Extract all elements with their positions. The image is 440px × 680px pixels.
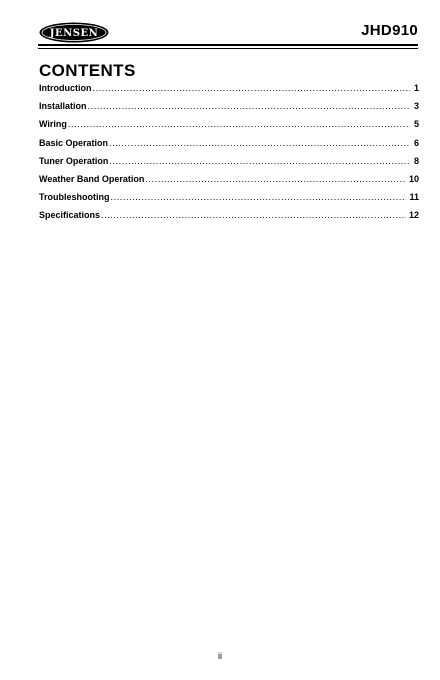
toc-entry-title: Wiring — [39, 119, 67, 130]
toc-leader-dots — [145, 174, 406, 184]
toc-leader-dots — [109, 138, 410, 148]
model-number: JHD910 — [361, 22, 418, 39]
toc-entry-title: Tuner Operation — [39, 155, 109, 166]
toc-leader-dots — [93, 83, 411, 93]
toc-entry-title: Installation — [39, 101, 87, 112]
page-title: CONTENTS — [39, 61, 136, 80]
toc-entry[interactable] — [39, 83, 419, 101]
toc-entry-page: 10 — [408, 173, 419, 184]
toc-entry-page: 5 — [413, 119, 419, 130]
toc-entry[interactable] — [39, 174, 419, 192]
toc-entry-page: 6 — [413, 137, 419, 148]
page-number: ii — [218, 651, 222, 661]
toc-entry[interactable] — [39, 101, 419, 119]
toc-entry[interactable] — [39, 119, 419, 137]
toc-entry[interactable] — [39, 156, 419, 174]
table-of-contents — [39, 83, 419, 229]
toc-leader-dots — [101, 210, 406, 220]
toc-entry-page: 8 — [413, 155, 419, 166]
header-rule-thick — [38, 44, 418, 46]
toc-entry-title: Basic Operation — [39, 137, 109, 148]
toc-entry-title: Troubleshooting — [39, 192, 110, 203]
toc-entry-page: 12 — [408, 210, 419, 221]
header-rule-thin — [38, 48, 418, 49]
toc-leader-dots — [109, 156, 410, 166]
brand-text: JENSEN — [49, 28, 99, 39]
toc-leader-dots — [68, 119, 410, 129]
toc-entry[interactable] — [39, 192, 419, 210]
toc-entry[interactable] — [39, 210, 419, 228]
toc-entry[interactable] — [39, 138, 419, 156]
toc-entry-page: 11 — [409, 192, 419, 203]
jensen-logo-mark — [39, 22, 109, 43]
toc-leader-dots — [88, 101, 410, 111]
toc-entry-title: Weather Band Operation — [39, 173, 145, 184]
toc-entry-title: Introduction — [39, 83, 92, 93]
toc-entry-page: 1 — [413, 83, 419, 93]
toc-leader-dots — [111, 192, 407, 202]
toc-entry-title: Specifications — [39, 210, 101, 221]
toc-entry-page: 3 — [413, 101, 419, 112]
